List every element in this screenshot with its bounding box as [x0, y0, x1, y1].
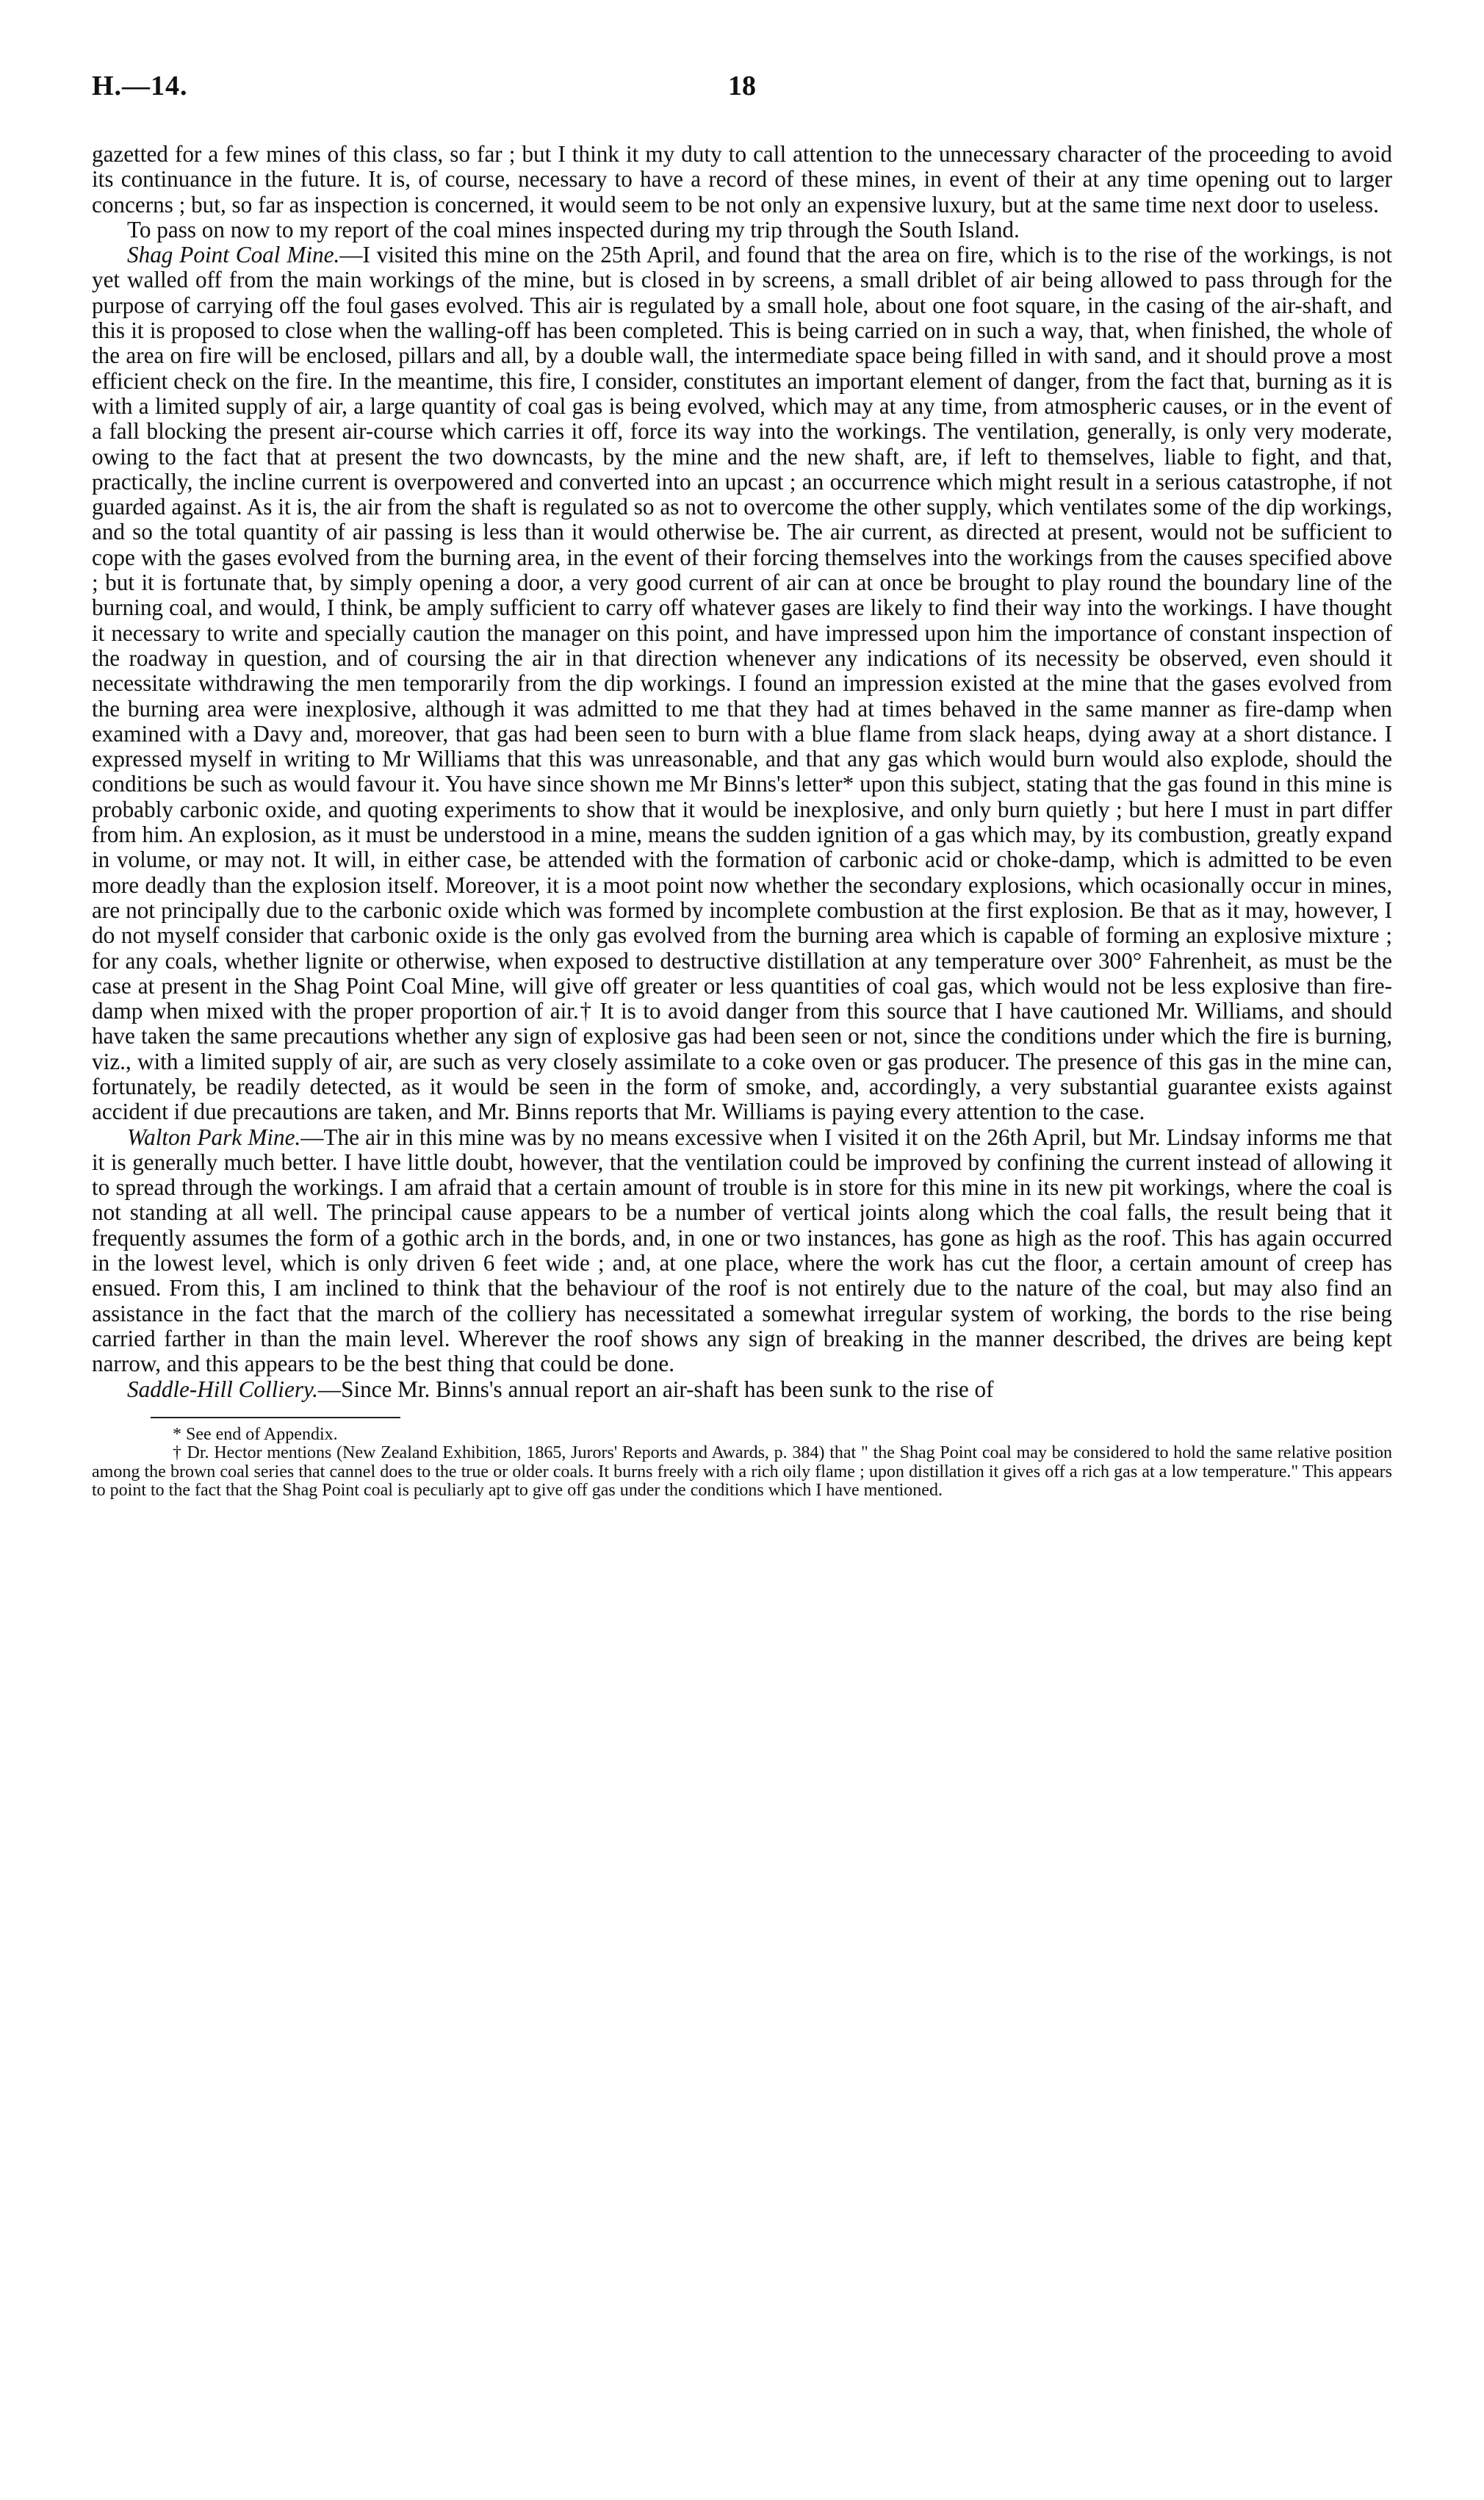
footnotes: [92, 1426, 1392, 1501]
document-reference: H.—14.: [92, 71, 188, 101]
paragraph-text: —The air in this mine was by no means excessive when I visited it on the 26th April, but Mr. Lindsay informs me that it is generally much better. I have little doubt, however, that the ventilation could be improved by confining the current instead of allowing it to spread through the workings. I am afraid that a certain amount of trouble is in store for this mine in its new pit workings, where the coal is not standing at all well. The principal cause appears to be a number of vertical joints along which the coal falls, the result being that it frequently assumes the form of a gothic arch in the bords, and, in one or two instances, has gone as high as the roof. This has again occurred in the lowest level, which is only driven 6 feet wide ; and, at one place, where the work has cut the floor, a certain amount of creep has ensued. From this, I am inclined to think that the behaviour of the roof is not entirely due to the nature of the coal, but may also find an assistance in the fact that the march of the colliery has necessitated a somewhat irregular system of working, the bords to the rise being carried farther in than the main level. Wherever the roof shows any sign of breaking in the manner described, the drives are being kept narrow, and this appears to be the best thing that could be done.: [92, 1124, 1392, 1377]
paragraph-text: gazetted for a few mines of this class, so far ; but I think it my duty to call attention to the unnecessary character of the proceeding to avoid its continuance in the future. It is, of course, necessary to have a record of these mines, in event of their at any time opening out to larger concerns ; but, so far as inspection is concerned, it would seem to be not only an expensive luxury, but at the same time next door to useless.: [92, 141, 1392, 218]
paragraph-text: —I visited this mine on the 25th April, and found that the area on fire, which is to the rise of the workings, is not yet walled off from the main workings of the mine, but is closed in by screens, a small driblet of air being allowed to pass through for the purpose of carrying off the foul gases evolved. This air is regulated by a small hole, about one foot square, in the casing of the air-shaft, and this it is proposed to close when the walling-off has been completed. This is being carried on in such a way, that, when finished, the whole of the area on fire will be enclosed, pillars and all, by a double wall, the intermediate space being filled in with sand, and it should prove a most efficient check on the fire. In the meantime, this fire, I consider, constitutes an important element of danger, from the fact that, burning as it is with a limited supply of air, a large quantity of coal gas is being evolved, which may at any time, from atmospheric causes, or in the event of a fall blocking the present air-course which carries it off, force its way into the workings. The ventilation, generally, is only very moderate, owing to the fact that at present the two downcasts, by the mine and the new shaft, are, if left to themselves, liable to fight, and that, practically, the incline current is overpowered and converted into an upcast ; an occurrence which might result in a serious catastrophe, if not guarded against. As it is, the air from the shaft is regulated so as not to overcome the other supply, which ventilates some of the dip workings, and so the total quantity of air passing is less than it would otherwise be. The air current, as directed at present, would not be sufficient to cope with the gases evolved from the burning area, in the event of their forcing themselves into the workings from the causes specified above ; but it is fortunate that, by simply opening a door, a very good current of air can at once be brought to play round the boundary line of the burning coal, and would, I think, be amply sufficient to carry off whatever gases are likely to find their way into the workings. I have thought it necessary to write and specially caution the manager on this point, and have impressed upon him the importance of constant inspection of the roadway in question, and of coursing the air in that direction whenever any indications of its necessity be observed, even should it necessitate withdrawing the men temporarily from the dip workings. I found an impression existed at the mine that the gases evolved from the burning area were inexplosive, although it was admitted to me that they had at times behaved in the same manner as fire-damp when examined with a Davy and, moreover, that gas had been seen to burn with a blue flame from slack heaps, dying away at a short distance. I expressed myself in writing to Mr Williams that this was unreasonable, and that any gas which would burn would also explode, should the conditions be such as would favour it. You have since shown me Mr Binns's letter* upon this subject, stating that the gas found in this mine is probably carbonic oxide, and quoting experiments to show that it would be inexplosive, and only burn quietly ; but here I must in part differ from him. An explosion, as it must be understood in a mine, means the sudden ignition of a gas which may, by its combustion, greatly expand in volume, or may not. It will, in either case, be attended with the formation of carbonic acid or choke-damp, which is admitted to be even more deadly than the explosion itself. Moreover, it is a moot point now whether the secondary explosions, which ocasionally occur in mines, are not principally due to the carbonic oxide which was formed by incomplete combustion at the first explosion. Be that as it may, however, I do not myself consider that carbonic oxide is the only gas evolved from the burning area which is capable of forming an explosive mixture ; for any coals, whether lignite or otherwise, when exposed to destructive distillation at any temperature over 300° Fahrenheit, as must be the case at present in the Shag Point Coal Mine, will give off greater or less quantities of coal gas, which would not be less explosive than fire-damp when mixed with the proper proportion of air.† It is to avoid danger from this source that I have cautioned Mr. Williams, and should have taken the same precautions whether any sign of explosive gas had been seen or not, since the conditions under which the fire is burning, viz., with a limited supply of air, are such as very closely assimilate to a coke oven or gas producer. The presence of this gas in the mine can, fortunately, be readily detected, as it would be seen in the form of smoke, and, accordingly, a very substantial guarantee exists against accident if due precautions are taken, and Mr. Binns reports that Mr. Williams is paying every attention to the case.: [92, 242, 1392, 1125]
document-page: [92, 70, 1392, 1501]
paragraph-text: To pass on now to my report of the coal mines inspected during my trip through the South Island.: [127, 216, 1020, 243]
section-heading-walton-park: Walton Park Mine.: [127, 1124, 301, 1150]
footnote-divider: [151, 1417, 400, 1418]
page-number: 18: [728, 71, 756, 101]
paragraph-text: —Since Mr. Binns's annual report an air-shaft has been sunk to the rise of: [317, 1376, 994, 1402]
footnote-2: † Dr. Hector mentions (New Zealand Exhibition, 1865, Jurors' Reports and Awards, p. 384) that " the Shag Point coal may be considered to hold the same relative position among the brown coal series that cannel does to the true or older coals. It burns freely with a rich oily flame ; upon distillation it gives off a rich gas at a low temperature." This appears to point to the fact that the Shag Point coal is peculiarly apt to give off gas under the conditions which I have mentioned.: [92, 1443, 1392, 1501]
paragraph-saddle-hill: [92, 1377, 1392, 1402]
paragraph-intro: [92, 218, 1392, 243]
section-heading-shag-point: Shag Point Coal Mine.: [127, 242, 340, 268]
paragraph-shag-point: [92, 243, 1392, 1124]
page-header: [92, 70, 1392, 114]
body-text: [92, 142, 1392, 1402]
section-heading-saddle-hill: Saddle-Hill Colliery.: [127, 1376, 318, 1402]
paragraph-walton-park: [92, 1125, 1392, 1377]
footnote-1: * See end of Appendix.: [173, 1424, 338, 1444]
paragraph-continuation: [92, 142, 1392, 218]
